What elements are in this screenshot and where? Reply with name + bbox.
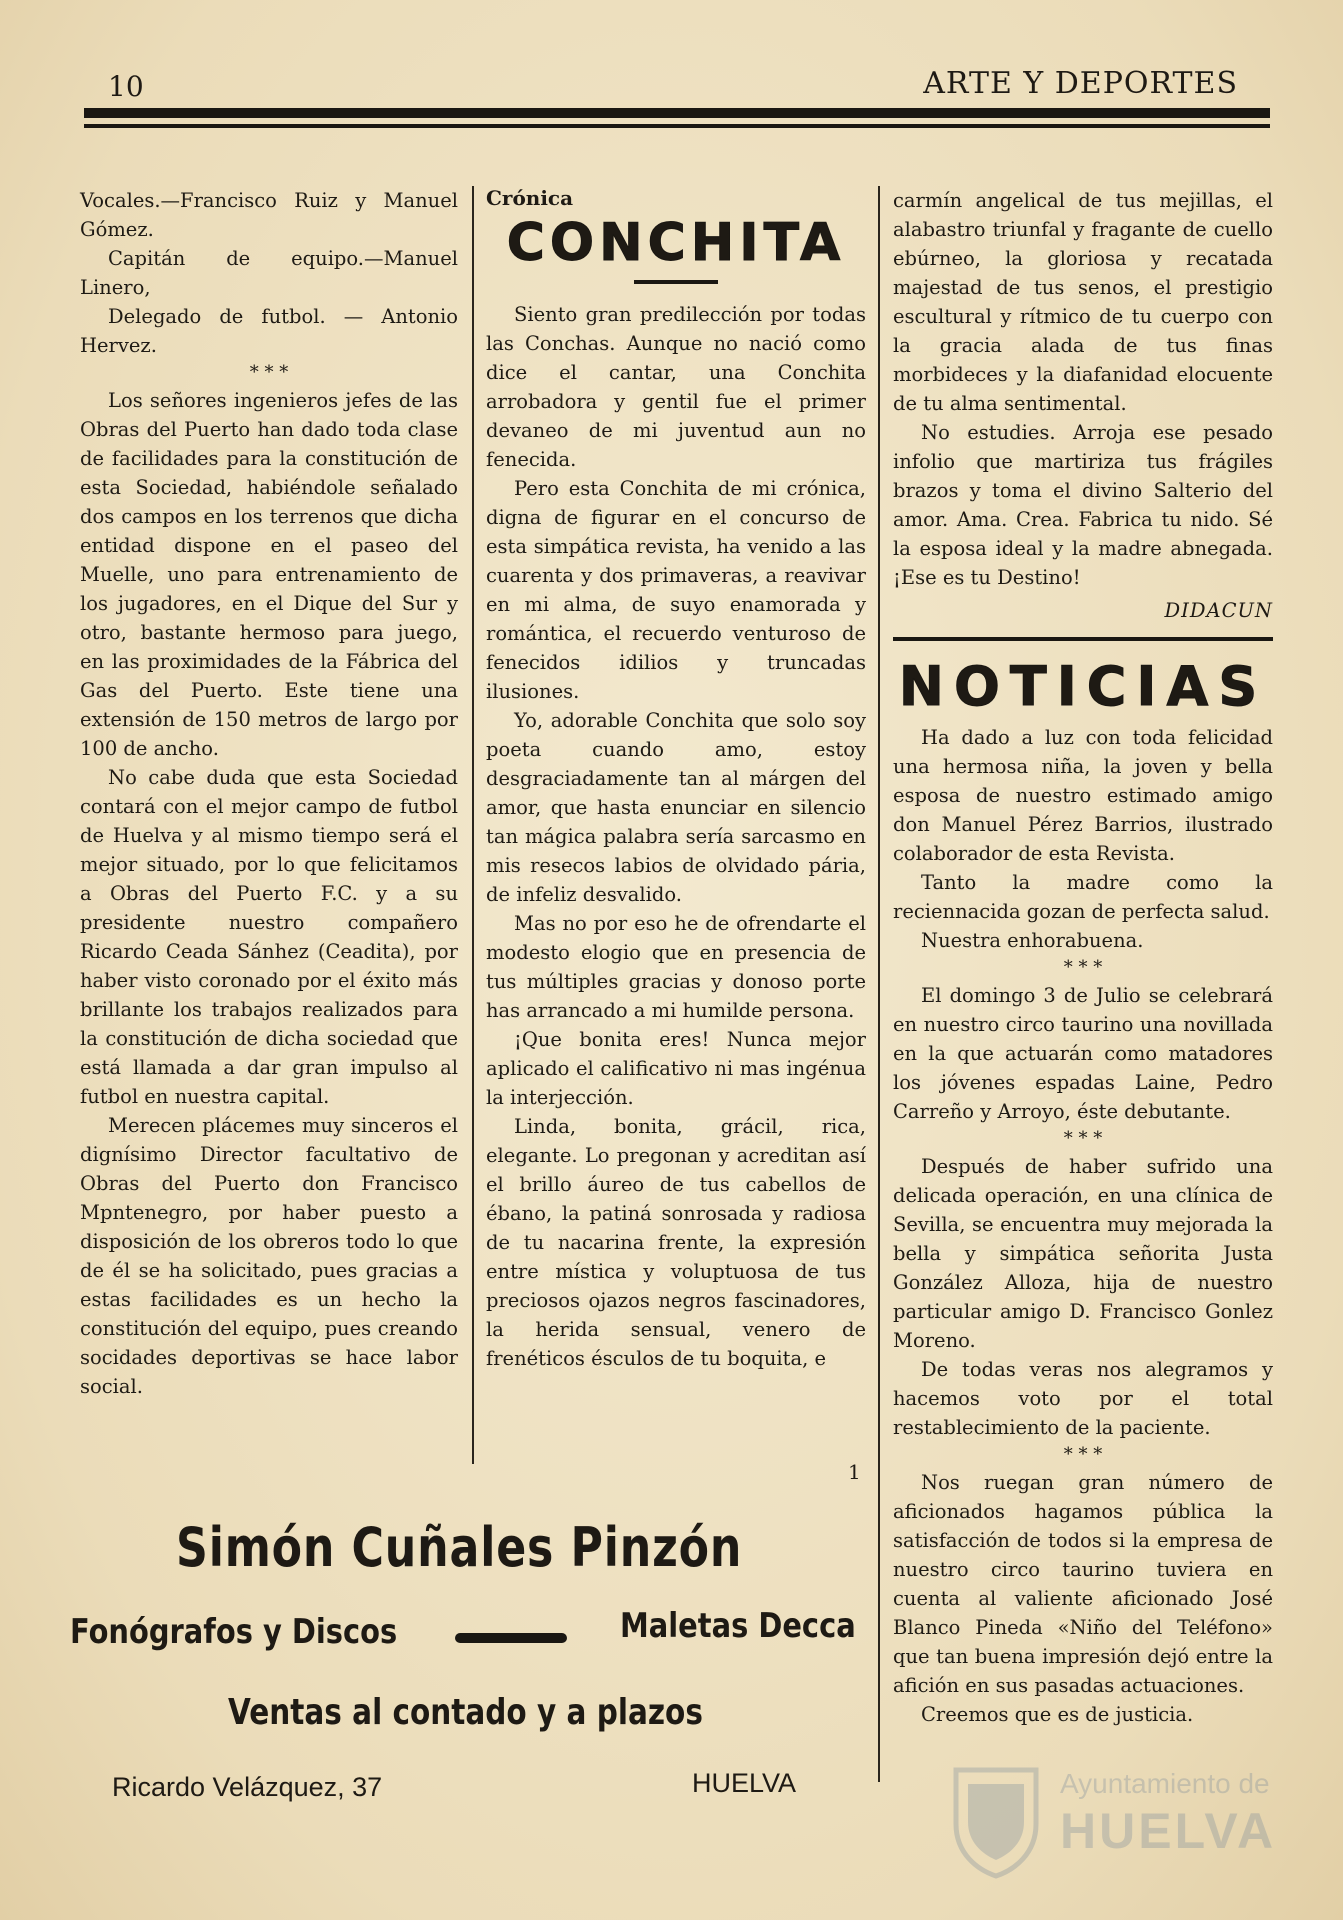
- section-separator: * * *: [1063, 1444, 1103, 1465]
- paragraph: Yo, adorable Conchita que solo soy poeta cuando amo, estoy desgraciadamente tan al márgen del amor, que hasta enunciar en silencio tan mágica palabra sería sarcasmo en mis resecos labios de olvidado pária, de infeliz desvalido.: [486, 709, 866, 906]
- archive-watermark: [950, 1762, 1277, 1880]
- watermark-line1: Ayuntamiento de: [1060, 1768, 1270, 1799]
- paragraph: No cabe duda que esta Sociedad contará con el mejor campo de futbol de Huelva y al mismo tiempo será el mejor situado, por lo que felicitamos a Obras del Puerto F.C. y a su presidente nuestro compañero Ricardo Ceada Sánhez (Ceadita), por haber visto coronado por el éxito más brillante los trabajos realizados para la constitución de dicha sociedad que está llamada a dar gran impulso al futbol en nuestra capital.: [80, 766, 458, 1108]
- page-number: 10: [108, 70, 144, 103]
- paragraph: Delegado de futbol. — Antonio Hervez.: [80, 305, 458, 357]
- news-item: Creemos que es de justicia.: [921, 1703, 1194, 1726]
- paragraph: Siento gran predilección por todas las Conchas. Aunque no nació como dice el cantar, una Conchita arrobadora y gentil fue el primer devaneo de mi juventud aun no fenecida.: [486, 303, 866, 471]
- paragraph: Linda, bonita, grácil, rica, elegante. Lo pregonan y acreditan así el brillo áureo de tus cabellos de ébano, la patiná sonrosada y radiosa de tu nacarina frente, la expresión entre mística y voluptuosa de tus preciosos ojazos negros fascinadores, la herida sensual, venero de frenéticos ésculos de tu boquita, e: [486, 1115, 866, 1370]
- section-separator: * * *: [249, 362, 289, 383]
- section-separator: * * *: [1063, 957, 1103, 978]
- ad-dash-ornament: [455, 1633, 567, 1643]
- paragraph: Merecen plácemes muy sinceros el dignísimo Director facultativo de Obras del Puerto don Francisco Mpntenegro, por haber puesto a disposición de los obreros todo lo que de él se ha solicitado, pues gracias a estas facilidades es un hecho la constitución del equipo, pues creando socidades deportivas se hace labor social.: [80, 1114, 458, 1398]
- paragraph: Vocales.—Francisco Ruiz y Manuel Gómez.: [80, 189, 458, 241]
- header-rule-thick: [84, 108, 1270, 118]
- news-item: Nos ruegan gran número de aficionados hagamos pública la satisfacción de todos si la empresa de nuestro circo taurino tuviera en cuenta al valiente aficionado José Blanco Pineda «Niño del Teléfono» que tan buena impresión dejó entre la afición en sus pasadas actuaciones.: [893, 1471, 1273, 1697]
- column-divider-1: [472, 186, 474, 1464]
- running-title: ARTE Y DEPORTES: [923, 66, 1238, 101]
- news-item: Ha dado a luz con toda felicidad una hermosa niña, la joven y bella esposa de nuestro estimado amigo don Manuel Pérez Barrios, ilustrado colaborador de esta Revista.: [893, 726, 1273, 865]
- ad-products-left: Fonógrafos y Discos: [70, 1612, 398, 1652]
- news-item: El domingo 3 de Julio se celebrará en nuestro circo taurino una novillada en la que actuarán como matadores los jóvenes espadas Laine, Pedro Carreño y Arroyo, éste debutante.: [893, 984, 1273, 1123]
- column-3: [893, 186, 1273, 1729]
- news-item: De todas veras nos alegramos y hacemos voto por el total restablecimiento de la paciente.: [893, 1358, 1273, 1439]
- advertiser-name: Simón Cuñales Pinzón: [176, 1516, 743, 1579]
- ad-sale-terms: Ventas al contado y a plazos: [228, 1692, 703, 1733]
- section-kicker: Crónica: [486, 186, 574, 210]
- paragraph: ¡Que bonita eres! Nunca mejor aplicado el calificativo ni mas ingénua la interjección.: [486, 1028, 866, 1109]
- ad-address: Ricardo Velázquez, 37: [112, 1772, 383, 1802]
- column-divider-2: [878, 186, 880, 1782]
- header-rule-thin: [84, 124, 1270, 128]
- news-item: Nuestra enhorabuena.: [921, 929, 1144, 952]
- section-rule: [893, 637, 1273, 641]
- watermark-line2: HUELVA: [1060, 1803, 1277, 1859]
- section-separator: * * *: [1063, 1128, 1103, 1149]
- news-item: Después de haber sufrido una delicada operación, en una clínica de Sevilla, se encuentra muy mejorada la bella y simpática señorita Justa González Alloza, hija de nuestro particular amigo D. Francisco Gonlez Moreno.: [893, 1155, 1273, 1352]
- news-item: Tanto la madre como la reciennacida gozan de perfecta salud.: [893, 871, 1273, 923]
- paragraph: Capitán de equipo.—Manuel Linero,: [80, 247, 458, 299]
- noticias-title: NOTICIAS: [898, 655, 1268, 718]
- paragraph: Pero esta Conchita de mi crónica, digna de figurar en el concurso de esta simpática revista, ha venido a las cuarenta y dos primaveras, a reavivar en mi alma, de suyo enamorada y romántica, el recuerdo venturoso de fenecidos idilios y truncadas ilusiones.: [486, 477, 866, 703]
- column-1: [80, 186, 458, 1401]
- paragraph: No estudies. Arroja ese pesado infolio que martiriza tus frágiles brazos y toma el divino Salterio del amor. Ama. Crea. Fabrica tu nido. Sé la esposa ideal y la madre abnegada. ¡Ese es tu Destino!: [893, 421, 1273, 589]
- ad-city: HUELVA: [692, 1768, 797, 1798]
- title-rule: [634, 280, 718, 284]
- author-signature: DIDACUN: [1164, 599, 1273, 622]
- folio-mark: 1: [848, 1460, 861, 1484]
- article-title: CONCHITA: [506, 213, 846, 273]
- paragraph: carmín angelical de tus mejillas, el alabastro triunfal y fragante de cuello ebúrneo, la gloriosa y recatada majestad de tus senos, el prestigio escultural y rítmico de tu cuerpo con la gracia alada de tus finas morbideces y la diafanidad elocuente de tu alma sentimental.: [893, 189, 1273, 415]
- ad-products-right: Maletas Decca: [620, 1606, 856, 1646]
- paragraph: Los señores ingenieros jefes de las Obras del Puerto han dado toda clase de facilidades para la constitución de esta Sociedad, habiéndole señalado dos campos en los terrenos que dicha entidad dispone en el paseo del Muelle, uno para entrenamiento de los jugadores, en el Dique del Sur y otro, bastante hermoso para juego, en las proximidades de la Fábrica del Gas del Puerto. Este tiene una extensión de 150 metros de largo por 100 de ancho.: [80, 389, 458, 760]
- column-2: [486, 186, 866, 1373]
- city-shield-icon: [950, 1762, 1042, 1880]
- paragraph: Mas no por eso he de ofrendarte el modesto elogio que en presencia de tus múltiples gracias y donoso porte has arrancado a mi humilde persona.: [486, 912, 866, 1022]
